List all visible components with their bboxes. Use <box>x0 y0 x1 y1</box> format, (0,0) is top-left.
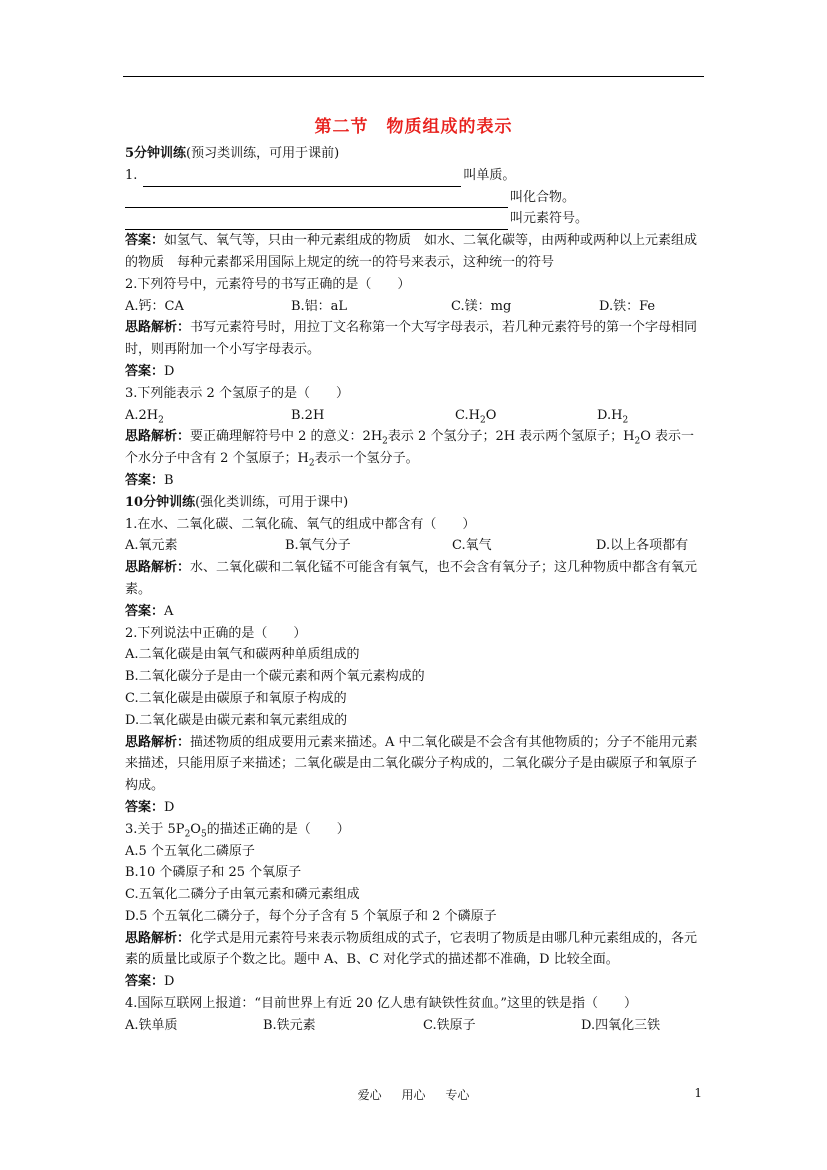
fill-blank-3 <box>125 208 705 230</box>
option-d: D.以上各项都有 <box>596 538 689 554</box>
answer-text: B <box>164 472 174 488</box>
analysis-label: 思路解析： <box>125 429 191 445</box>
answer-block <box>125 601 705 623</box>
page-footer <box>0 1086 827 1103</box>
answer-block <box>125 230 705 274</box>
option-row <box>125 296 705 318</box>
question-text: 2.下列说法中正确的是（ ） <box>125 625 307 641</box>
page-number: 1 <box>694 1086 702 1100</box>
answer-label: 答案： <box>125 233 165 249</box>
section-head-note: (预习类训练，可用于课前) <box>186 146 340 161</box>
section-head-note: (强化类训练，可用于课中) <box>195 494 349 510</box>
answer-block <box>125 470 705 492</box>
analysis-block <box>125 928 705 972</box>
option-a: A.铁单质 <box>125 1017 178 1033</box>
footer-motto-1: 爱心 <box>357 1088 382 1102</box>
content-body <box>125 143 705 1037</box>
answer-label: 答案： <box>125 974 165 990</box>
option-row <box>125 405 705 427</box>
question-text: 2.下列符号中，元素符号的书写正确的是（ ） <box>125 276 411 292</box>
option-d: $D.H_2$ <box>597 407 629 426</box>
section-head-label: 5分钟训练 <box>125 146 187 161</box>
option-b: B.10 个磷原子和 25 个氧原子 <box>125 865 302 881</box>
option-a: A.氧元素 <box>125 538 178 554</box>
option-b: B.二氧化碳分子是由一个碳元素和两个氧元素构成的 <box>125 669 425 685</box>
analysis-block <box>125 732 705 797</box>
analysis-label: 思路解析： <box>125 930 191 946</box>
option-c: $C.H_2O$ <box>455 407 497 426</box>
analysis-text: 水、二氧化碳和二氧化锰不可能含有氧气，也不会含有氧分子；这几种物质中都含有氧元素。 <box>125 560 698 597</box>
answer-blank <box>125 193 508 208</box>
answer-blank <box>125 215 508 230</box>
option-a: $A.2H_2$ <box>125 407 164 426</box>
answer-blank <box>143 172 461 187</box>
blank-suffix: 叫元素符号。 <box>510 211 589 227</box>
analysis-text: 书写元素符号时，用拉丁文名称第一个大写字母表示，若几种元素符号的第一个字母相同时，则再附加一个小写字母表示。 <box>125 320 698 358</box>
analysis-block: 思路解析：要正确理解符号中 2 的意义：$2H_2$表示 2 个氢分子；2H 表示两个氢原子；$H_2O$ 表示一个水分子中含有 2 个氢原子；$H_2$表示一个氢分子。 <box>125 429 695 469</box>
answer-block <box>125 797 705 819</box>
option-c: C.铁原子 <box>423 1017 476 1033</box>
answer-block <box>125 971 705 993</box>
option-d: D.四氧化三铁 <box>581 1017 661 1033</box>
footer-motto-3: 专心 <box>445 1088 470 1102</box>
option-a: A.钙：CA <box>125 298 184 314</box>
option-d: D.铁：Fe <box>599 298 656 314</box>
answer-label: 答案： <box>125 363 165 379</box>
analysis-label: 思路解析： <box>125 320 191 336</box>
option-a: A.5 个五氧化二磷原子 <box>125 843 255 859</box>
section-heading-2 <box>125 492 705 514</box>
answer-text: D <box>164 799 175 815</box>
answer-text: A <box>164 603 174 619</box>
option-b: B.铁元素 <box>263 1017 316 1033</box>
option-c: C.氧气 <box>452 538 492 554</box>
question-text: 4.国际互联网上报道：“目前世界上有近 20 亿人患有缺铁性贫血。”这里的铁是指（ ） <box>125 996 638 1012</box>
answer-block <box>125 361 705 383</box>
analysis-text: 描述物质的组成要用元素来描述。A 中二氧化碳是不会含有其他物质的；分子不能用元素来描述，只能用原子来描述；二氧化碳是由二氧化碳分子构成的，二氧化碳分子是由碳原子和氧原子构成。 <box>125 734 698 794</box>
analysis-label: 思路解析： <box>125 560 191 576</box>
analysis-label: 思路解析： <box>125 734 191 750</box>
fill-blank-2 <box>125 187 705 209</box>
blank-suffix: 叫化合物。 <box>510 189 576 205</box>
question-text: 1.在水、二氧化碳、二氧化硫、氧气的组成中都含有（ ） <box>125 516 476 532</box>
option-a: A.二氧化碳是由氧气和碳两种单质组成的 <box>125 647 360 663</box>
answer-text: D <box>164 363 175 379</box>
option-c: C.五氧化二磷分子由氧元素和磷元素组成 <box>125 887 360 903</box>
page-title: 第二节 物质组成的表示 <box>314 117 513 137</box>
option-d: D.5 个五氧化二磷分子，每个分子含有 5 个氧原子和 2 个磷原子 <box>125 908 497 924</box>
section-head-label: 10分钟训练 <box>125 494 196 510</box>
header-rule <box>123 76 704 77</box>
question-text: 3.下列能表示 2 个氢原子的是（ ） <box>125 385 349 401</box>
option-b: B.氧气分子 <box>285 538 351 554</box>
option-d: D.二氧化碳是由碳元素和氧元素组成的 <box>125 712 348 728</box>
option-b: B.2H <box>291 407 325 423</box>
option-row <box>125 535 705 557</box>
blank-suffix: 叫单质。 <box>463 167 516 183</box>
analysis-block <box>125 557 705 601</box>
answer-label: 答案： <box>125 472 165 488</box>
answer-text: 如氢气、氧气等，只由一种元素组成的物质 如水、二氧化碳等，由两种或两种以上元素组成的物质 每种元素都采用国际上规定的统一的符号来表示，这种统一的符号 <box>125 233 698 270</box>
option-b: B.铝：aL <box>291 298 348 314</box>
fill-blank-1 <box>125 165 705 187</box>
footer-motto-2: 用心 <box>401 1088 426 1102</box>
analysis-text: 化学式是用元素符号来表示物质组成的式子，它表明了物质是由哪几种元素组成的，各元素的质量比或原子个数之比。题中 A、B、C 对化学式的描述都不准确，D 比较全面。 <box>125 930 698 968</box>
option-c: C.镁：mg <box>451 298 512 314</box>
analysis-block <box>125 317 705 361</box>
question-number: 1. <box>125 167 138 183</box>
answer-label: 答案： <box>125 799 165 815</box>
option-c: C.二氧化碳是由碳原子和氧原子构成的 <box>125 690 347 706</box>
answer-text: D <box>164 974 175 990</box>
section-heading-1 <box>125 143 705 165</box>
question-text: 3.关于 $5P_2O_5$的描述正确的是（ ） <box>125 821 350 840</box>
answer-label: 答案： <box>125 603 165 619</box>
option-row <box>125 1015 705 1037</box>
